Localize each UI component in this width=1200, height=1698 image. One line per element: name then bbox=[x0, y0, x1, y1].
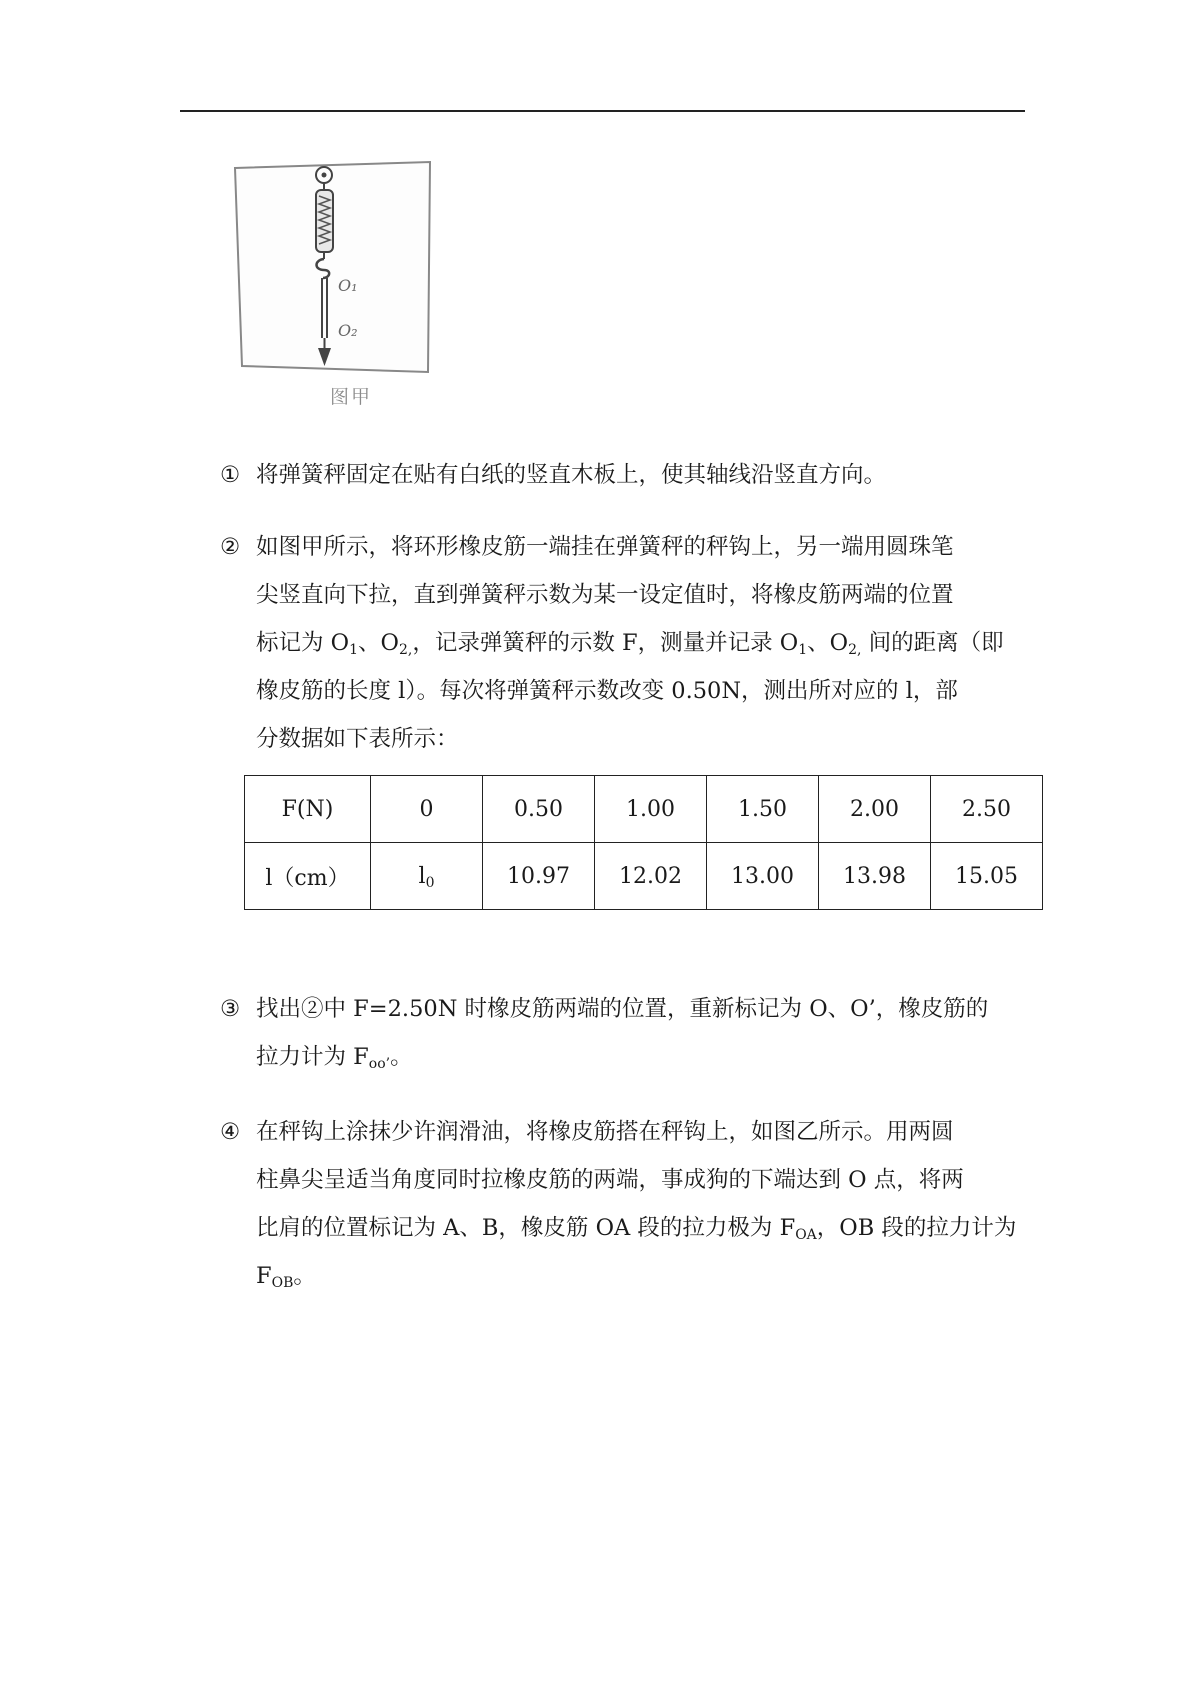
step-4-line-2: 柱鼻尖呈适当角度同时拉橡皮筋的两端，事成狗的下端达到 O 点，将两 bbox=[256, 1167, 964, 1193]
spring-scale-diagram bbox=[230, 160, 450, 380]
step-4-line-4: $F_{OB}$。 bbox=[256, 1263, 316, 1291]
table-header-force: F(N) bbox=[245, 776, 371, 843]
step-4-line-1: 在秤钩上涂抹少许润滑油，将橡皮筋搭在秤钩上，如图乙所示。用两圆 bbox=[256, 1119, 954, 1145]
step-3-number: ③ bbox=[220, 996, 241, 1022]
table-cell: 10.97 bbox=[483, 843, 595, 910]
top-rule bbox=[180, 110, 1025, 112]
figure-spring-scale bbox=[230, 160, 450, 415]
table-cell: 2.50 bbox=[931, 776, 1043, 843]
label-o1: O₁ bbox=[338, 276, 358, 295]
table-cell-l0: $l_0$ bbox=[371, 843, 483, 910]
step-2 bbox=[220, 523, 1032, 763]
step-4-line-3: 比肩的位置标记为 A、B，橡皮筋 OA 段的拉力极为 $F_{OA}$，OB 段的拉力计为 bbox=[256, 1215, 1017, 1243]
table-cell: 15.05 bbox=[931, 843, 1043, 910]
data-table bbox=[244, 775, 1043, 910]
table-cell: 13.00 bbox=[707, 843, 819, 910]
table-row-force bbox=[245, 776, 1043, 843]
step-3-line-2: 拉力计为 $F_{oo’}$。 bbox=[256, 1044, 413, 1072]
step-1 bbox=[220, 451, 1032, 499]
step-1-text: 将弹簧秤固定在贴有白纸的竖直木板上，使其轴线沿竖直方向。 bbox=[256, 462, 887, 488]
table-cell: 0.50 bbox=[483, 776, 595, 843]
label-o2: O₂ bbox=[338, 321, 358, 340]
step-2-number: ② bbox=[220, 534, 241, 560]
step-2-line-5: 分数据如下表所示： bbox=[256, 726, 459, 752]
table-header-length: l（cm） bbox=[245, 843, 371, 910]
step-1-number: ① bbox=[220, 462, 241, 488]
step-3-line-1: 找出②中 F=2.50N 时橡皮筋两端的位置，重新标记为 O、O’，橡皮筋的 bbox=[256, 996, 989, 1022]
table-cell: 2.00 bbox=[819, 776, 931, 843]
table-cell: 0 bbox=[371, 776, 483, 843]
step-3 bbox=[220, 985, 1032, 1081]
figure-caption: 图甲 bbox=[330, 386, 373, 408]
table-cell: 13.98 bbox=[819, 843, 931, 910]
step-2-line-3: 标记为 $O_1$、$O_{2,}$，记录弹簧秤的示数 F，测量并记录 $O_1$、$O_{2,}$ 间的距离（即 bbox=[256, 630, 1004, 658]
step-2-line-2: 尖竖直向下拉，直到弹簧秤示数为某一设定值时，将橡皮筋两端的位置 bbox=[256, 582, 954, 608]
table-cell: 1.00 bbox=[595, 776, 707, 843]
step-4-number: ④ bbox=[220, 1119, 241, 1145]
step-4 bbox=[220, 1108, 1032, 1300]
step-2-line-4: 橡皮筋的长度 l）。每次将弹簧秤示数改变 0.50N，测出所对应的 l，部 bbox=[256, 678, 958, 704]
table-cell: 12.02 bbox=[595, 843, 707, 910]
table-cell: 1.50 bbox=[707, 776, 819, 843]
table-row-length bbox=[245, 843, 1043, 910]
step-2-line-1: 如图甲所示，将环形橡皮筋一端挂在弹簧秤的秤钩上，另一端用圆珠笔 bbox=[256, 534, 954, 560]
